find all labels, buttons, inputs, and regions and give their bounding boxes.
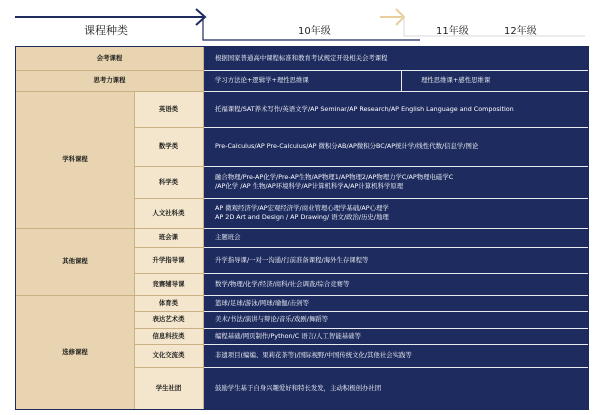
sub-label-science: 科学类 xyxy=(134,166,203,198)
sub-content-math: Pre-Calculus/AP Pre-Calculus/AP 微积分AB/AP微积分BC/AP统计学/线性代数/信息学/图论 xyxy=(203,127,588,166)
grid-line xyxy=(401,70,402,91)
grid-line xyxy=(203,127,588,128)
row-content-sikao-left: 学习方法论+逻辑学+理性思维课 xyxy=(203,70,401,91)
grid-line xyxy=(134,247,203,248)
sub-label-culture: 文化交流类 xyxy=(134,344,203,367)
row-content-huikao: 根据国家普通高中课程标准和教育考试规定开设相关会考课程 xyxy=(203,47,588,70)
group-label-qita: 其他课程 xyxy=(16,228,134,295)
humanities-line-2: AP 2D Art and Design / AP Drawing/ 语文/政治/历史/地理 xyxy=(215,213,389,221)
sub-content-culture: 非遗项目(编编、果莉花茶等)/国际视野/中国传统文化/其他社会实践等 xyxy=(203,344,588,367)
grid-line xyxy=(203,47,204,409)
sub-label-jingsai: 竞赛辅导课 xyxy=(134,273,203,295)
group-label-xueke: 学科课程 xyxy=(16,91,134,228)
row-label-huikao: 会考课程 xyxy=(16,47,203,70)
grade-12-label: 12年级 xyxy=(504,26,537,37)
course-type-heading: 课程种类 xyxy=(84,24,128,37)
row-content-sikao-right: 理性思维课+感性思维课 xyxy=(401,70,588,91)
group-label-xuanxiu: 选修课程 xyxy=(16,295,134,409)
grid-line xyxy=(203,91,588,92)
sub-content-jingsai: 数学/物理/化学/经济/商科/社会调查/综合竞赛等 xyxy=(203,273,588,295)
sub-content-shengxue: 升学指导课/一对一沟通/行前准备课程/海外生存课程等 xyxy=(203,247,588,273)
grid-line xyxy=(203,198,588,199)
science-line-2: /AP化学 /AP 生物/AP环境科学/AP计算机科学A/AP计算机科学原理 xyxy=(215,182,404,190)
grid-line xyxy=(203,367,588,368)
grid-line xyxy=(16,228,203,229)
grid-line xyxy=(134,198,203,199)
grid-line xyxy=(134,367,203,368)
sub-label-info: 信息科技类 xyxy=(134,328,203,344)
sub-label-shengxue: 升学指导课 xyxy=(134,247,203,273)
grid-line xyxy=(134,91,135,409)
grid-line xyxy=(134,127,203,128)
grid-line xyxy=(16,295,203,296)
sub-label-banhui: 班会课 xyxy=(134,228,203,247)
sub-label-sports: 体育类 xyxy=(134,295,203,311)
sub-label-humanities: 人文社科类 xyxy=(134,198,203,228)
sub-content-science xyxy=(203,166,588,198)
sub-label-english: 英语类 xyxy=(134,91,203,127)
grid-line xyxy=(134,273,203,274)
grid-line xyxy=(134,328,203,329)
sub-content-english: 托福课程/SAT养术写作/英语文学/AP Seminar/AP Research/AP English Language and Composition xyxy=(203,91,588,127)
sub-content-clubs: 鼓励学生基于自身兴趣爱好和特长发发，主动积极创办社团 xyxy=(203,367,588,409)
sub-content-info: 编程基础/网页制作/Python/C 语言/人工智能基础等 xyxy=(203,328,588,344)
row-label-sikao: 思考力课程 xyxy=(16,70,203,91)
grid-line xyxy=(203,70,588,71)
sub-label-clubs: 学生社团 xyxy=(134,367,203,409)
grid-line xyxy=(16,91,203,92)
sub-content-sports: 篮球/足球/游泳/网球/瑜伽/击剑等 xyxy=(203,295,588,311)
grid-line xyxy=(203,166,588,167)
grid-line xyxy=(203,228,588,229)
grid-line xyxy=(203,328,588,329)
sub-content-arts: 美术/书法/演讲与辩论/音乐/戏剧/舞蹈等 xyxy=(203,311,588,328)
grid-line xyxy=(203,295,588,296)
sub-label-arts: 表达艺术类 xyxy=(134,311,203,328)
grid-line xyxy=(134,344,203,345)
science-line-1: 融合物理/Pre-AP化学/Pre-AP生物/AP物理1/AP物理2/AP物理力学C/AP物理电磁学C xyxy=(215,173,454,182)
humanities-line-1: AP 微观经济学/AP宏观经济学/商业管理心理学基础/AP心理学 xyxy=(215,204,389,213)
grid-line xyxy=(203,247,588,248)
grid-line xyxy=(16,70,203,71)
grid-line xyxy=(134,311,203,312)
sub-content-humanities xyxy=(203,198,588,228)
sub-label-math: 数学类 xyxy=(134,127,203,166)
sub-content-banhui: 主题班会 xyxy=(203,228,588,247)
grid-line xyxy=(134,166,203,167)
course-table xyxy=(15,46,589,410)
grade-11-label: 11年级 xyxy=(436,26,469,37)
grid-line xyxy=(203,311,588,312)
grid-line xyxy=(203,273,588,274)
grid-line xyxy=(203,344,588,345)
grade-10-label: 10年级 xyxy=(298,26,331,37)
grade-header xyxy=(0,0,600,44)
